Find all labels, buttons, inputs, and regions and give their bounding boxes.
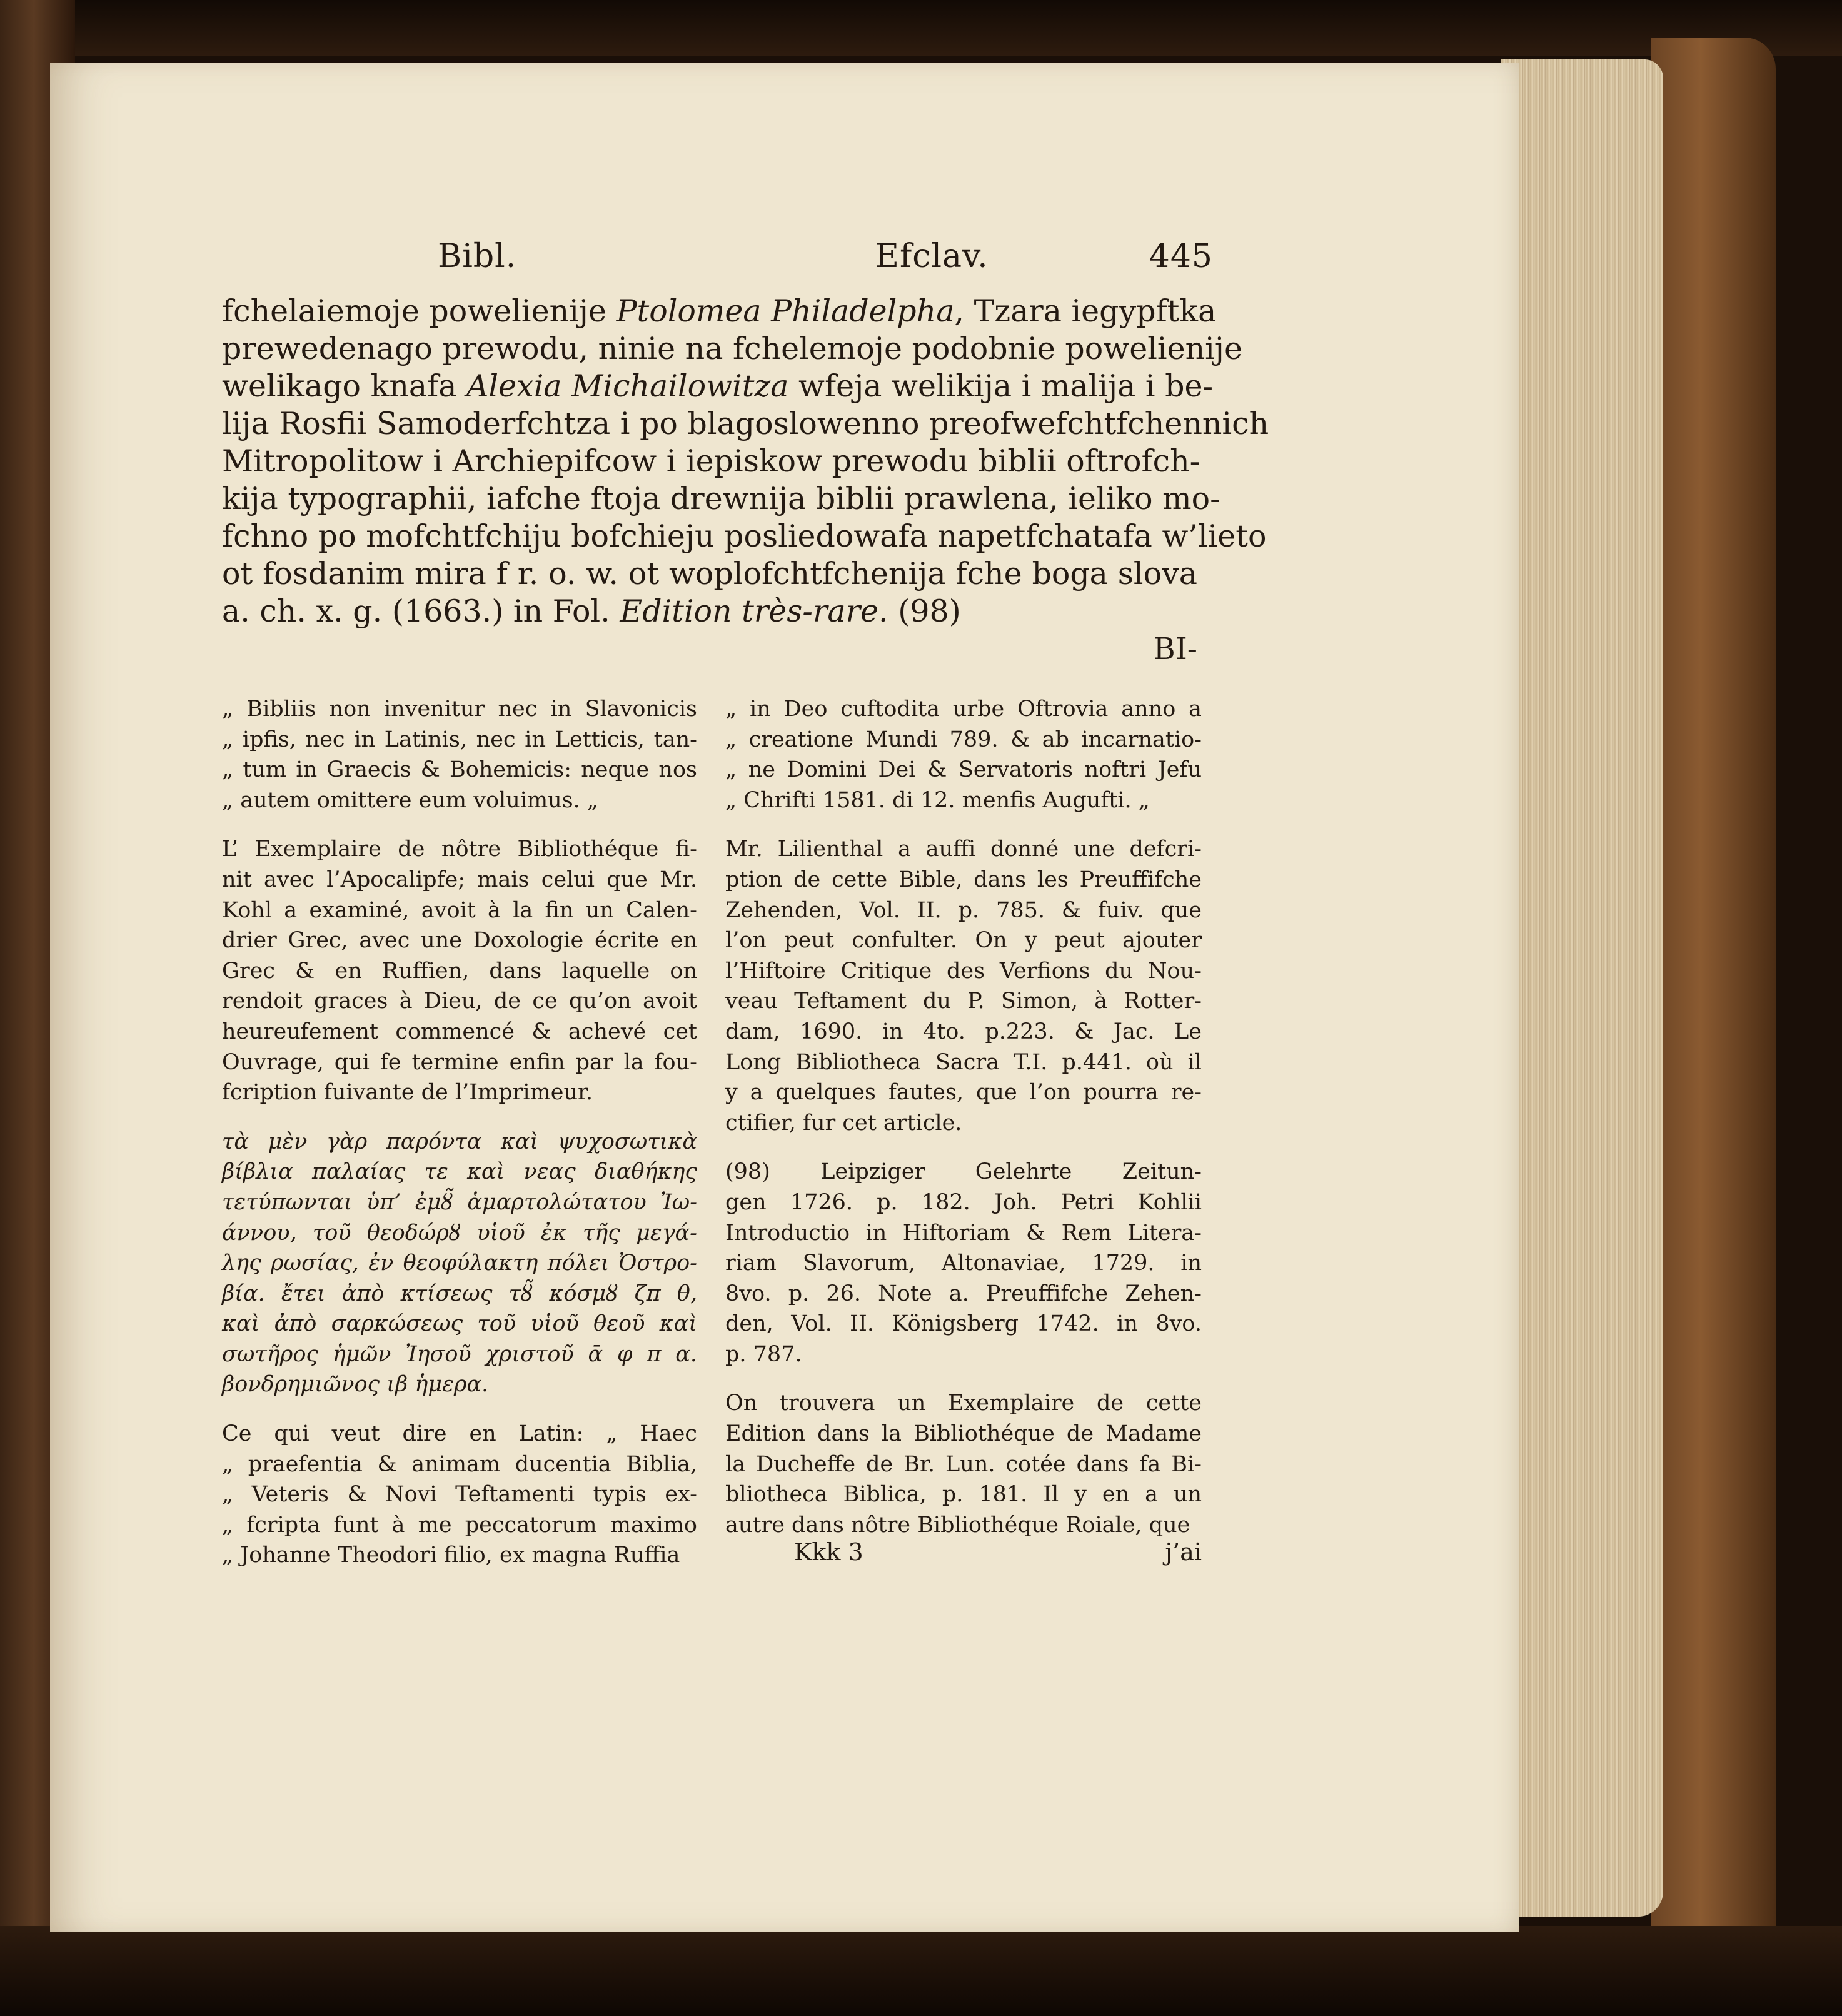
running-head-center: Efclav.	[875, 238, 989, 275]
text-line: Ouvrage, qui fe termine enfin par la fou-	[222, 1049, 697, 1075]
page-number: 445	[1149, 238, 1213, 275]
paragraph	[725, 834, 1202, 1138]
text-run: ot fosdanim mira f r. o. w. ot woplofchtfchenija fche boga slova	[222, 556, 1197, 592]
text-line: βία. ἔτει ἀπὸ κτίσεως τȣ̃ κόσμȣ ζπ θ,	[222, 1281, 697, 1306]
text-line: 8vo. p. 26. Note a. Preuffifche Zehen-	[725, 1281, 1202, 1306]
text-line: rendoit graces à Dieu, de ce qu’on avoit	[222, 989, 697, 1014]
text-line: σωτῆρος ἡμῶν Ἰησοῦ χριστοῦ ᾱ φ π α.	[222, 1341, 697, 1367]
footer-catchword: j’ai	[1165, 1538, 1202, 1566]
page-footer	[725, 1538, 1202, 1576]
text-line: ption de cette Bible, dans les Preuffifche	[725, 867, 1202, 892]
text-run: (98)	[888, 593, 961, 629]
text-line: τὰ μὲν γὰρ παρόντα καὶ ψυχοσωτικὰ	[222, 1129, 697, 1154]
text-line: ctifier, fur cet article.	[725, 1110, 962, 1136]
text-line: l’Hiftoire Critique des Verfions du Nou-	[725, 958, 1202, 984]
book-cover-top	[0, 0, 1842, 56]
text-line: „ in Deo cuftodita urbe Oftrovia anno a	[725, 697, 1202, 722]
catchword: BI-	[1153, 632, 1197, 667]
text-run: Ptolomea Philadelpha	[616, 293, 955, 329]
left-column	[222, 694, 697, 1571]
text-line: καὶ ἀπὸ σαρκώσεως τοῦ υἱοῦ θεοῦ καὶ	[222, 1311, 697, 1337]
text-run: , Tzara iegypftka	[954, 293, 1217, 329]
text-line: y a quelques fautes, que l’on pourra re-	[725, 1080, 1202, 1106]
signature-mark: Kkk 3	[794, 1538, 863, 1566]
text-line	[222, 405, 1269, 443]
text-line	[222, 593, 1197, 630]
text-line: gen 1726. p. 182. Joh. Petri Kohlii	[725, 1189, 1202, 1215]
text-line: „ Bibliis non invenitur nec in Slavonicis	[222, 697, 697, 722]
text-line: Grec & en Ruffien, dans laquelle on	[222, 958, 697, 984]
top-paragraph	[222, 293, 1269, 667]
text-line: Kohl a examiné, avoit à la fin un Calen-	[222, 897, 697, 923]
right-column	[725, 694, 1202, 1540]
text-line: „ ipfis, nec in Latinis, nec in Letticis, tan-	[222, 727, 697, 752]
paragraph-gap	[725, 1369, 1202, 1388]
text-line: bliotheca Biblica, p. 181. Il y en a un	[725, 1482, 1202, 1508]
text-run: lija Rosfii Samoderfchtza i po blagoslowenno preofwefchtfchennich	[222, 406, 1269, 441]
text-line: nit avec l’Apocalipfe; mais celui que Mr.	[222, 867, 697, 892]
text-line: riam Slavorum, Altonaviae, 1729. in	[725, 1251, 1202, 1276]
text-line	[222, 480, 1220, 518]
text-line: On trouvera un Exemplaire de cette	[725, 1391, 1202, 1416]
paragraph-gap	[222, 1108, 697, 1127]
text-line: βονδρημιῶνος ιβ ἡμερα.	[222, 1372, 489, 1398]
text-run: Edition très-rare.	[620, 593, 888, 629]
text-line: „ Veteris & Novi Teftamenti typis ex-	[222, 1482, 697, 1508]
text-line: drier Grec, avec une Doxologie écrite en	[222, 928, 697, 954]
paragraph-gap	[222, 1400, 697, 1419]
text-line: „ praefentia & animam ducentia Biblia,	[222, 1451, 697, 1477]
text-line: L’ Exemplaire de nôtre Bibliothéque fi-	[222, 837, 697, 862]
text-run: Alexia Michailowitza	[466, 368, 789, 404]
text-line: Mr. Lilienthal a auffi donné une defcri-	[725, 837, 1202, 862]
text-run: kija typographii, iafche ftoja drewnija biblii prawlena, ieliko mo-	[222, 481, 1220, 517]
text-line: „ fcripta funt à me peccatorum maximo	[222, 1512, 697, 1538]
text-line	[222, 555, 1197, 593]
text-run: welikago knafa	[222, 368, 467, 404]
page-fore-edge	[1501, 59, 1663, 1917]
text-line	[222, 518, 1267, 555]
text-line: dam, 1690. in 4to. p.223. & Jac. Le	[725, 1019, 1202, 1044]
book-cover-bottom	[0, 1926, 1842, 2016]
text-run: fchno po mofchtfchiju bofchieju posliedowafa napetfchatafa w’lieto	[222, 518, 1267, 554]
text-line: la Ducheffe de Br. Lun. cotée dans fa Bi-	[725, 1451, 1202, 1477]
paragraph	[222, 1419, 697, 1571]
text-line: „ ne Domini Dei & Servatoris noftri Jefu	[725, 757, 1202, 783]
text-line	[222, 293, 1217, 330]
text-line: Long Bibliotheca Sacra T.I. p.441. où il	[725, 1049, 1202, 1075]
book-cover-right	[1651, 38, 1776, 1963]
text-line: Ce qui veut dire en Latin: „ Haec	[222, 1421, 697, 1447]
text-line: άννου, τοῦ θεοδώρȣ υἱοῦ ἐκ τῆς μεγά-	[222, 1220, 697, 1246]
paragraph	[725, 1157, 1202, 1369]
text-line: den, Vol. II. Königsberg 1742. in 8vo.	[725, 1311, 1202, 1337]
text-line: βίβλια παλαίας τε καὶ νεας διαθήκης	[222, 1159, 697, 1185]
text-line: p. 787.	[725, 1341, 802, 1367]
text-line: „ Chrifti 1581. di 12. menfis Augufti. „	[725, 787, 1150, 813]
text-run: a. ch. x. g. (1663.) in Fol.	[222, 593, 620, 629]
paragraph	[222, 694, 697, 815]
paragraph-gap	[725, 815, 1202, 834]
text-line: Introductio in Hiftoriam & Rem Litera-	[725, 1220, 1202, 1246]
paragraph-gap	[222, 815, 697, 834]
text-line: autre dans nôtre Bibliothéque Roiale, que	[725, 1512, 1190, 1538]
text-line: heureufement commencé & achevé cet	[222, 1019, 697, 1044]
text-run: Mitropolitow i Archiepifcow i iepiskow prewodu biblii oftrofch-	[222, 443, 1200, 479]
text-line: λης ρωσίας, ἐν θεοφύλακτη πόλει Ὀστρο-	[222, 1251, 697, 1276]
running-head-left: Bibl.	[438, 238, 517, 275]
text-line: (98) Leipziger Gelehrte Zeitun-	[725, 1159, 1202, 1185]
text-line	[222, 368, 1214, 405]
text-line: veau Teftament du P. Simon, à Rotter-	[725, 989, 1202, 1014]
paragraph-gap	[725, 1138, 1202, 1157]
running-head	[438, 238, 1213, 288]
text-line: „ tum in Graecis & Bohemicis: neque nos	[222, 757, 697, 783]
text-line	[222, 443, 1200, 480]
text-line: „ autem omittere eum voluimus. „	[222, 787, 599, 813]
text-line	[222, 330, 1243, 368]
text-run: fchelaiemoje powelienije	[222, 293, 617, 329]
text-line: „ creatione Mundi 789. & ab incarnatio-	[725, 727, 1202, 752]
text-run: prewedenago prewodu, ninie na fchelemoje podobnie powelienije	[222, 331, 1243, 366]
text-line: „ Johanne Theodori filio, ex magna Ruffia	[222, 1543, 680, 1568]
paragraph	[725, 694, 1202, 815]
text-line: l’on peut confulter. On y peut ajouter	[725, 928, 1202, 954]
text-line: Zehenden, Vol. II. p. 785. & fuiv. que	[725, 897, 1202, 923]
paragraph	[725, 1388, 1202, 1540]
text-run: wfeja welikija i malija i be-	[788, 368, 1214, 404]
text-line: fcription fuivante de l’Imprimeur.	[222, 1080, 593, 1106]
text-line: τετύπωνται ὑπ’ ἐμȣ̃ ἁμαρτολώτατου Ἰω-	[222, 1189, 697, 1215]
paragraph	[222, 834, 697, 1107]
greek-paragraph	[222, 1127, 697, 1400]
text-line: Edition dans la Bibliothéque de Madame	[725, 1421, 1202, 1447]
